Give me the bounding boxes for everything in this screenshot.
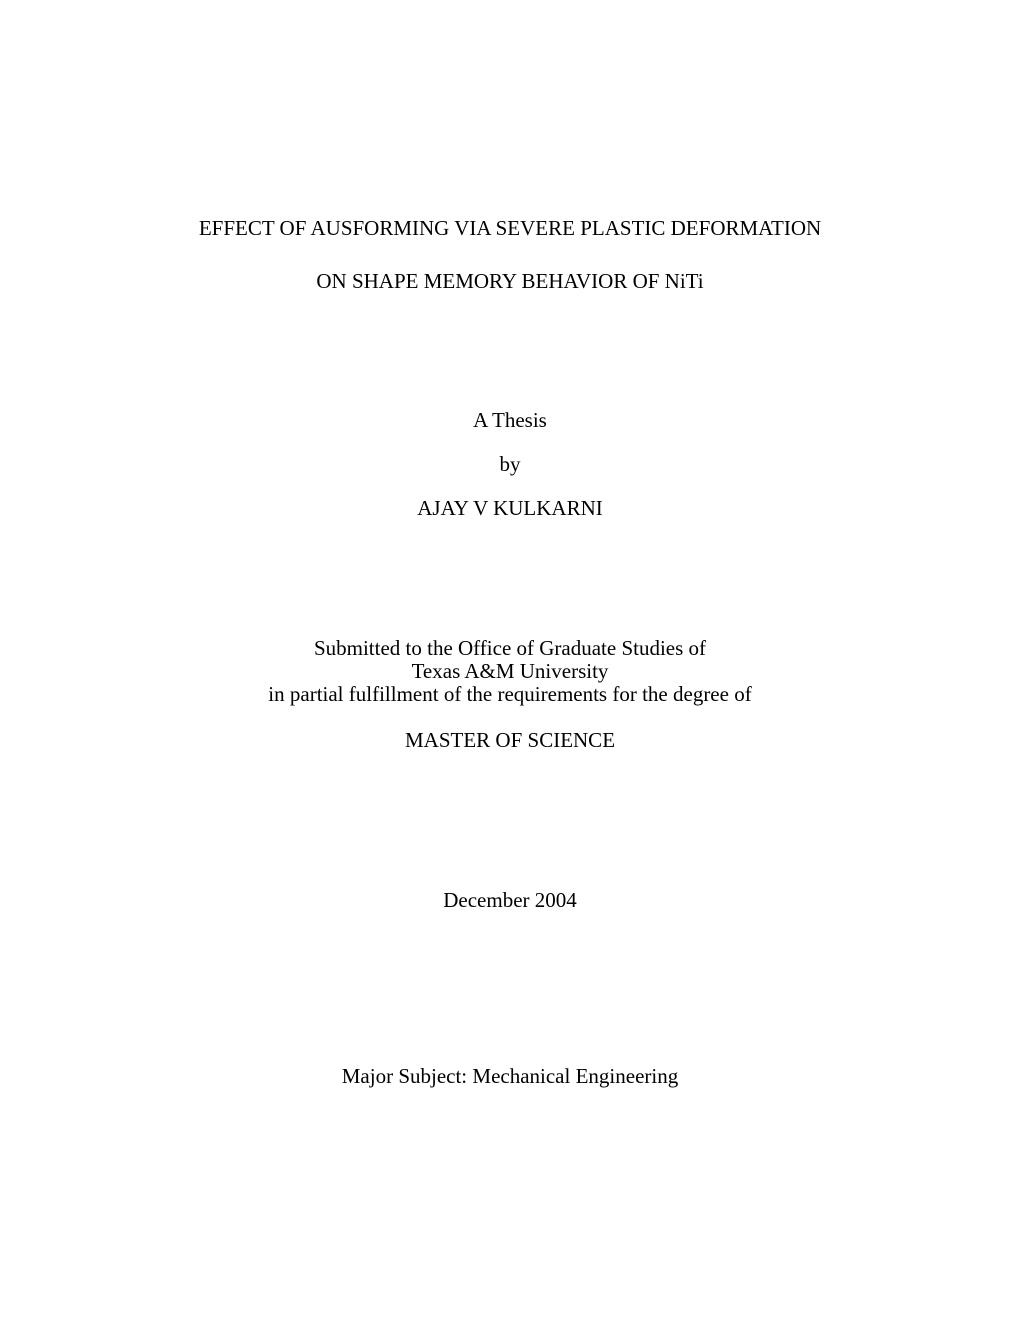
submission-line1: Submitted to the Office of Graduate Studies of: [313, 636, 707, 660]
degree-name: MASTER OF SCIENCE: [404, 728, 616, 752]
submission-line2: Texas A&M University: [411, 659, 609, 683]
major-subject: Major Subject: Mechanical Engineering: [341, 1064, 679, 1088]
author-name: AJAY V KULKARNI: [417, 496, 603, 520]
thesis-title-line1: EFFECT OF AUSFORMING VIA SEVERE PLASTIC DEFORMATION: [198, 216, 822, 240]
thesis-label: A Thesis: [473, 408, 547, 432]
graduation-date: December 2004: [443, 888, 577, 912]
submission-line3: in partial fulfillment of the requirements for the degree of: [268, 682, 752, 706]
thesis-title-line2: ON SHAPE MEMORY BEHAVIOR OF NiTi: [316, 269, 704, 293]
submission-statement: [0, 637, 1020, 706]
by-label: by: [499, 452, 521, 476]
